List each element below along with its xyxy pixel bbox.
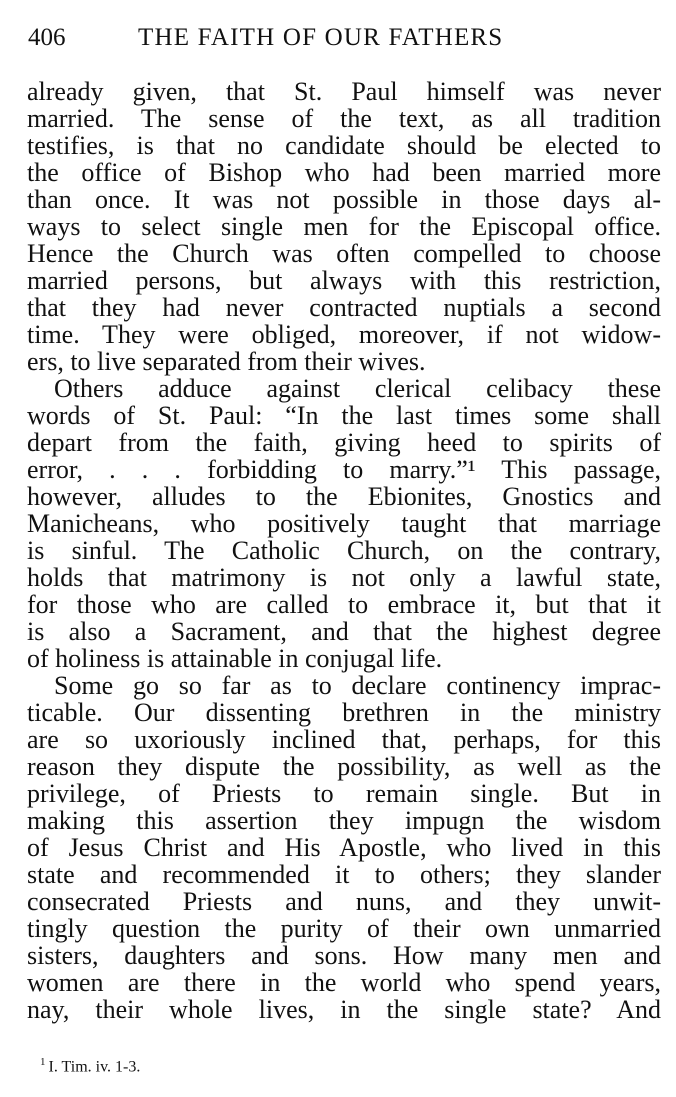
running-head bbox=[28, 22, 648, 54]
text-line: state and recommended it to others; they slander bbox=[27, 860, 661, 889]
text-line: sisters, daughters and sons. How many men and bbox=[27, 941, 661, 970]
text-line: married persons, but always with this restriction, bbox=[27, 266, 661, 295]
text-line: Manicheans, who positively taught that marriage bbox=[27, 509, 661, 538]
body-text bbox=[27, 78, 661, 1023]
text-line: than once. It was not possible in those days al- bbox=[27, 185, 661, 214]
footnote-text: I. Tim. iv. 1-3. bbox=[48, 1058, 141, 1076]
text-line: Others adduce against clerical celibacy these bbox=[54, 374, 661, 403]
text-line: reason they dispute the possibility, as well as the bbox=[27, 752, 661, 781]
text-line: that they had never contracted nuptials a second bbox=[27, 293, 661, 322]
text-line: married. The sense of the text, as all tradition bbox=[27, 104, 661, 133]
text-line: Some go so far as to declare continency imprac- bbox=[54, 671, 661, 700]
text-line: privilege, of Priests to remain single. But in bbox=[27, 779, 661, 808]
text-line: holds that matrimony is not only a lawful state, bbox=[27, 563, 661, 592]
text-line: the office of Bishop who had been married more bbox=[27, 158, 661, 187]
text-line: making this assertion they impugn the wisdom bbox=[27, 806, 661, 835]
page-number: 406 bbox=[28, 24, 66, 51]
book-title: THE FAITH OF OUR FATHERS bbox=[138, 24, 504, 51]
footnote bbox=[40, 1050, 140, 1079]
text-line: error, . . . forbidding to marry.”¹ This passage, bbox=[27, 455, 661, 484]
text-line: ticable. Our dissenting brethren in the ministry bbox=[27, 698, 661, 727]
text-line: of Jesus Christ and His Apostle, who lived in this bbox=[27, 833, 661, 862]
text-line: time. They were obliged, moreover, if not widow- bbox=[27, 320, 661, 349]
text-line: nay, their whole lives, in the single state? And bbox=[27, 995, 661, 1024]
text-line: women are there in the world who spend years, bbox=[27, 968, 661, 997]
text-line: is sinful. The Catholic Church, on the contrary, bbox=[27, 536, 661, 565]
text-line: ways to select single men for the Episcopal office. bbox=[27, 212, 661, 241]
text-line: already given, that St. Paul himself was never bbox=[27, 77, 661, 106]
text-line: Hence the Church was often compelled to choose bbox=[27, 239, 661, 268]
text-line: ers, to live separated from their wives. bbox=[27, 347, 426, 376]
text-line: is also a Sacrament, and that the highest degree bbox=[27, 617, 661, 646]
text-line: however, alludes to the Ebionites, Gnostics and bbox=[27, 482, 661, 511]
text-line: words of St. Paul: “In the last times some shall bbox=[27, 401, 661, 430]
text-line: depart from the faith, giving heed to spirits of bbox=[27, 428, 661, 457]
text-line: are so uxoriously inclined that, perhaps, for this bbox=[27, 725, 661, 754]
footnote-marker: 1 bbox=[40, 1056, 46, 1068]
text-line: consecrated Priests and nuns, and they unwit- bbox=[27, 887, 661, 916]
text-line: tingly question the purity of their own unmarried bbox=[27, 914, 661, 943]
text-line: testifies, is that no candidate should be elected to bbox=[27, 131, 661, 160]
text-line: of holiness is attainable in conjugal life. bbox=[27, 644, 443, 673]
text-line: for those who are called to embrace it, but that it bbox=[27, 590, 661, 619]
